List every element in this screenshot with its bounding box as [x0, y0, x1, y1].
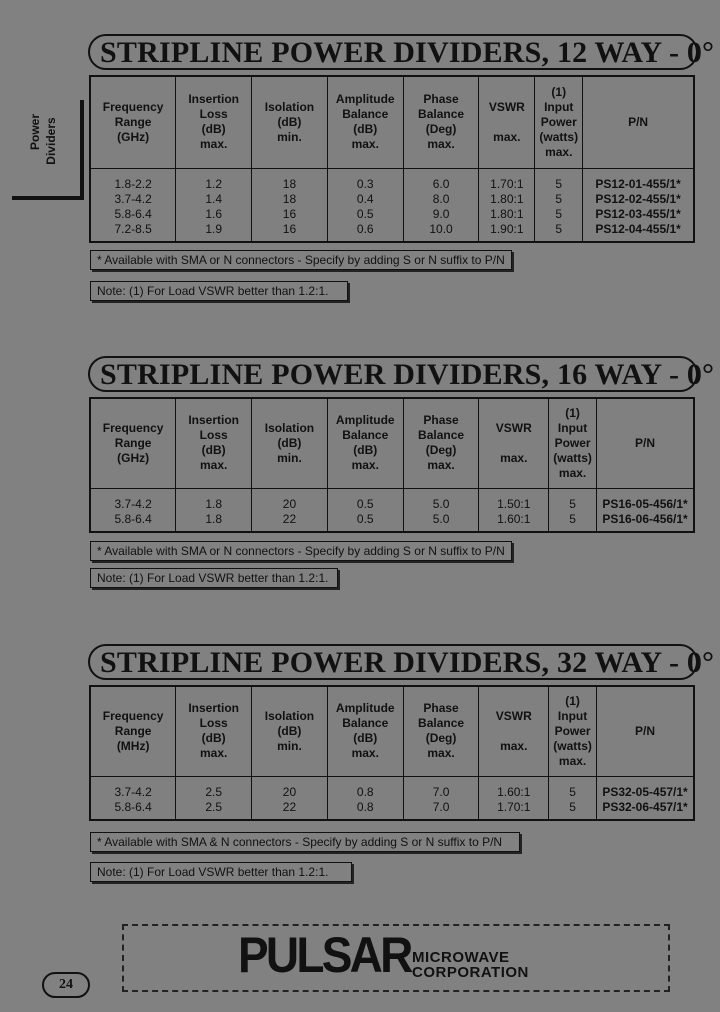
- table-cell: 5.0: [403, 512, 479, 532]
- table-cell: PS12-02-455/1*: [583, 192, 694, 207]
- vswr-note-12-way: Note: (1) For Load VSWR better than 1.2:1.: [90, 281, 348, 301]
- tab-divider-horizontal: [12, 196, 84, 200]
- header-frequency: Frequency Range (GHz): [90, 76, 176, 168]
- section-title-12-way: STRIPLINE POWER DIVIDERS, 12 WAY - 0°: [88, 34, 698, 70]
- table-cell: 1.4: [176, 192, 252, 207]
- table-cell: 5.8-6.4: [90, 800, 176, 820]
- table-cell: 5: [535, 207, 583, 222]
- availability-note-16-way: * Available with SMA or N connectors - Specify by adding S or N suffix to P/N: [90, 541, 512, 561]
- company-logo-wordmark: PULSAR: [238, 927, 411, 983]
- table-cell: 0.3: [327, 168, 403, 192]
- header-insertion-loss: Insertion Loss (dB) max.: [176, 398, 252, 488]
- table-cell: PS12-01-455/1*: [583, 168, 694, 192]
- spec-table-16-way: [89, 397, 695, 533]
- section-tab-label-power: Power: [28, 114, 42, 151]
- header-phase-balance: Phase Balance (Deg) max.: [403, 398, 479, 488]
- table-row: [90, 222, 694, 242]
- header-vswr: VSWR max.: [479, 398, 549, 488]
- header-input-power: (1) Input Power (watts) max.: [549, 398, 597, 488]
- table-cell: PS32-05-457/1*: [597, 776, 694, 800]
- table-cell: 3.7-4.2: [90, 488, 176, 512]
- header-isolation: Isolation (dB) min.: [252, 398, 328, 488]
- table-cell: 22: [252, 800, 328, 820]
- table-cell: 5: [535, 168, 583, 192]
- table-cell: 20: [252, 776, 328, 800]
- table-cell: 5: [549, 512, 597, 532]
- table-row: [90, 776, 694, 800]
- table-cell: 1.90:1: [479, 222, 535, 242]
- table-cell: 16: [252, 222, 328, 242]
- header-isolation: Isolation (dB) min.: [252, 686, 328, 776]
- table-cell: 3.7-4.2: [90, 192, 176, 207]
- table-cell: 1.8-2.2: [90, 168, 176, 192]
- table-cell: 5.8-6.4: [90, 512, 176, 532]
- section-title-32-way: STRIPLINE POWER DIVIDERS, 32 WAY - 0°: [88, 644, 698, 680]
- header-insertion-loss: Insertion Loss (dB) max.: [176, 76, 252, 168]
- table-cell: 1.80:1: [479, 207, 535, 222]
- table-cell: 5.0: [403, 488, 479, 512]
- table-cell: 1.80:1: [479, 192, 535, 207]
- header-amplitude-balance: Amplitude Balance (dB) max.: [327, 686, 403, 776]
- table-cell: 0.5: [327, 207, 403, 222]
- header-frequency: Frequency Range (MHz): [90, 686, 176, 776]
- table-cell: 5: [535, 192, 583, 207]
- header-insertion-loss: Insertion Loss (dB) max.: [176, 686, 252, 776]
- table-cell: 0.6: [327, 222, 403, 242]
- header-frequency: Frequency Range (GHz): [90, 398, 176, 488]
- table-cell: PS12-03-455/1*: [583, 207, 694, 222]
- table-cell: 1.60:1: [479, 776, 549, 800]
- vswr-note-16-way: Note: (1) For Load VSWR better than 1.2:1.: [90, 568, 338, 588]
- table-cell: 7.2-8.5: [90, 222, 176, 242]
- table-cell: 18: [252, 168, 328, 192]
- table-cell: PS16-05-456/1*: [597, 488, 694, 512]
- table-cell: 5.8-6.4: [90, 207, 176, 222]
- table-cell: PS16-06-456/1*: [597, 512, 694, 532]
- company-logo-subtitle: MICROWAVE CORPORATION: [412, 949, 529, 981]
- availability-note-12-way: * Available with SMA or N connectors - Specify by adding S or N suffix to P/N: [90, 250, 512, 270]
- table-cell: 1.50:1: [479, 488, 549, 512]
- spec-table-12-way: [89, 75, 695, 243]
- table-cell: 1.9: [176, 222, 252, 242]
- table-cell: 1.6: [176, 207, 252, 222]
- vswr-note-32-way: Note: (1) For Load VSWR better than 1.2:1.: [90, 862, 352, 882]
- table-cell: 7.0: [403, 800, 479, 820]
- header-isolation: Isolation (dB) min.: [252, 76, 328, 168]
- table-row: [90, 488, 694, 512]
- header-part-number: P/N: [597, 398, 694, 488]
- table-cell: 0.5: [327, 488, 403, 512]
- table-row: [90, 192, 694, 207]
- table-cell: PS12-04-455/1*: [583, 222, 694, 242]
- table-cell: 9.0: [403, 207, 479, 222]
- table-cell: 0.8: [327, 776, 403, 800]
- tab-divider-vertical: [80, 100, 84, 200]
- table-cell: 0.5: [327, 512, 403, 532]
- header-vswr: VSWR max.: [479, 686, 549, 776]
- table-cell: PS32-06-457/1*: [597, 800, 694, 820]
- table-row: [90, 168, 694, 192]
- table-cell: 5: [549, 800, 597, 820]
- table-cell: 20: [252, 488, 328, 512]
- table-row: [90, 207, 694, 222]
- header-vswr: VSWR max.: [479, 76, 535, 168]
- header-part-number: P/N: [597, 686, 694, 776]
- section-tab-label-dividers: Dividers: [44, 117, 58, 165]
- table-cell: 1.60:1: [479, 512, 549, 532]
- header-input-power: (1) Input Power (watts) max.: [535, 76, 583, 168]
- header-part-number: P/N: [583, 76, 694, 168]
- table-cell: 1.70:1: [479, 168, 535, 192]
- table-cell: 2.5: [176, 776, 252, 800]
- table-cell: 0.4: [327, 192, 403, 207]
- table-cell: 1.8: [176, 512, 252, 532]
- header-amplitude-balance: Amplitude Balance (dB) max.: [327, 76, 403, 168]
- table-cell: 18: [252, 192, 328, 207]
- table-row: [90, 800, 694, 820]
- table-row: [90, 512, 694, 532]
- page-number: 24: [42, 972, 90, 998]
- spec-table-32-way: [89, 685, 695, 821]
- table-cell: 0.8: [327, 800, 403, 820]
- header-input-power: (1) Input Power (watts) max.: [549, 686, 597, 776]
- table-cell: 10.0: [403, 222, 479, 242]
- header-phase-balance: Phase Balance (Deg) max.: [403, 76, 479, 168]
- table-cell: 5: [549, 776, 597, 800]
- table-cell: 6.0: [403, 168, 479, 192]
- table-cell: 7.0: [403, 776, 479, 800]
- table-cell: 22: [252, 512, 328, 532]
- header-phase-balance: Phase Balance (Deg) max.: [403, 686, 479, 776]
- table-cell: 1.8: [176, 488, 252, 512]
- table-cell: 8.0: [403, 192, 479, 207]
- table-cell: 1.2: [176, 168, 252, 192]
- table-cell: 5: [535, 222, 583, 242]
- table-cell: 3.7-4.2: [90, 776, 176, 800]
- section-title-16-way: STRIPLINE POWER DIVIDERS, 16 WAY - 0°: [88, 356, 698, 392]
- table-cell: 16: [252, 207, 328, 222]
- table-cell: 5: [549, 488, 597, 512]
- availability-note-32-way: * Available with SMA & N connectors - Specify by adding S or N suffix to P/N: [90, 832, 520, 852]
- header-amplitude-balance: Amplitude Balance (dB) max.: [327, 398, 403, 488]
- table-cell: 1.70:1: [479, 800, 549, 820]
- table-cell: 2.5: [176, 800, 252, 820]
